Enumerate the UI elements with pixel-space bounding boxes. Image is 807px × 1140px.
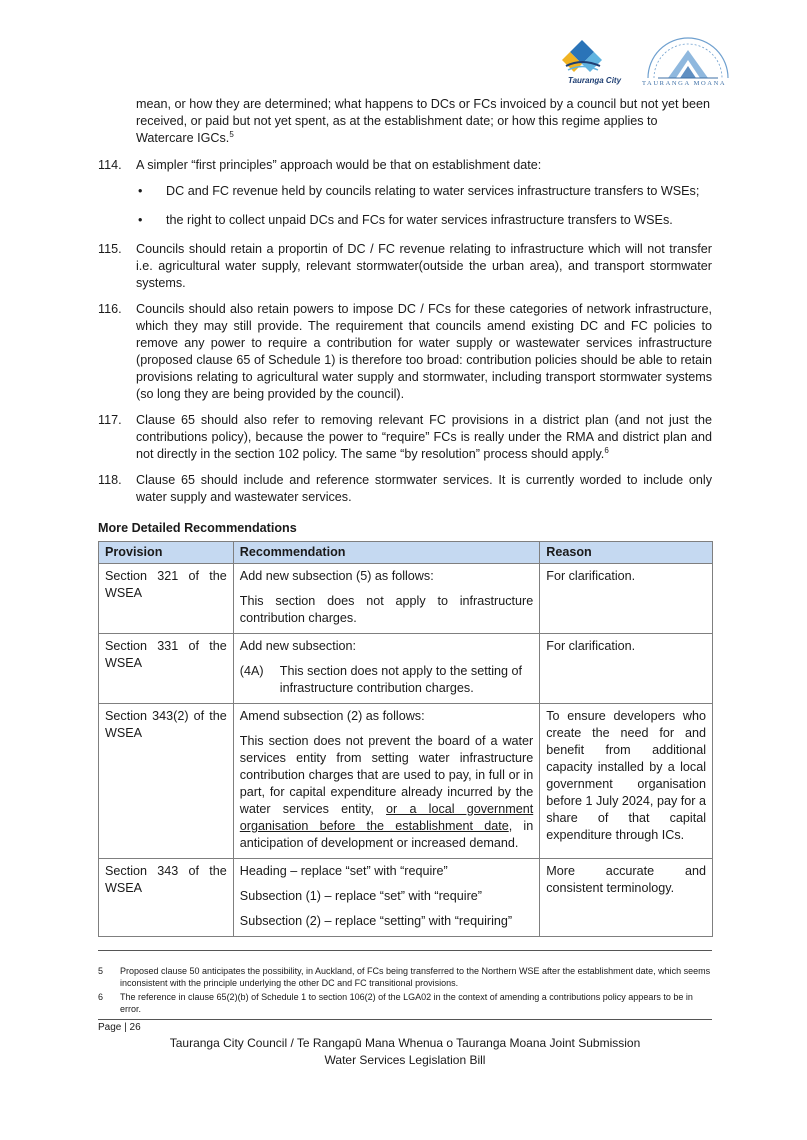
column-header-recommendation: Recommendation bbox=[233, 542, 539, 564]
footnote-divider bbox=[98, 950, 712, 951]
bullet-icon: • bbox=[138, 213, 143, 227]
provision-cell: Section 321 of the WSEA bbox=[99, 564, 234, 634]
section-heading: More Detailed Recommendations bbox=[98, 521, 297, 535]
page-number: Page | 26 bbox=[98, 1022, 141, 1033]
footnote-number: 5 bbox=[98, 966, 104, 976]
column-header-provision: Provision bbox=[99, 542, 234, 564]
header-logos bbox=[560, 36, 740, 96]
paragraph-number: 118. bbox=[98, 473, 122, 487]
footnote-number: 6 bbox=[98, 992, 104, 1002]
paragraph-text: Clause 65 should include and reference stormwater services. It is currently worded to include only water supply and wastewater services. bbox=[136, 473, 712, 504]
table-row bbox=[99, 704, 713, 859]
paragraph-number: 116. bbox=[98, 302, 122, 316]
footer-line: Tauranga City Council / Te Rangapū Mana Whenua o Tauranga Moana Joint Submission bbox=[169, 1036, 641, 1050]
footnote-text: Proposed clause 50 anticipates the possibility, in Auckland, of FCs being transferred to the Northern WSE after the establishment date, which seems inconsistent with the principle underlying the other DC and FC transitional provisions. bbox=[120, 966, 711, 988]
recommendation-cell: Add new subsection (5) as follows: This section does not apply to infrastructure contribution charges. bbox=[233, 564, 539, 634]
recommendation-cell: Add new subsection: (4A) This section does not apply to the setting of infrastructure contribution charges. bbox=[233, 634, 539, 704]
paragraph-text: Clause 65 should also refer to removing relevant FC provisions in a district plan (and not just the contributions policy), because the power to “require” FCs is really under the RMA and district plan and not directly in the section 102 policy. The same “by resolution” process should apply.$^6$ bbox=[136, 413, 712, 461]
table-row bbox=[99, 859, 713, 937]
paragraph-number: 117. bbox=[98, 413, 122, 427]
inserted-text: or a local government organisation before the establishment date bbox=[239, 802, 534, 833]
reason-cell: For clarification. bbox=[540, 634, 713, 704]
table-row bbox=[99, 634, 713, 704]
page-footer bbox=[98, 1035, 712, 1069]
bullet-text: DC and FC revenue held by councils relating to water services infrastructure transfers to WSEs; bbox=[166, 184, 700, 198]
paragraph-number: 115. bbox=[98, 242, 122, 256]
te-rangapu-logo-text: TAURANGA MOANA bbox=[642, 80, 727, 87]
footnote-item bbox=[98, 966, 712, 989]
reason-cell: For clarification. bbox=[540, 564, 713, 634]
footnotes bbox=[98, 966, 712, 1018]
recommendations-table bbox=[98, 541, 713, 937]
footer-line: Water Services Legislation Bill bbox=[324, 1053, 486, 1067]
reason-cell: To ensure developers who create the need for and benefit from additional capacity installed by a local government organisation before 1 July 2024, pay for a share of that capital expenditure through ICs. bbox=[540, 704, 713, 859]
paragraph-118 bbox=[98, 472, 712, 506]
paragraph-number: 114. bbox=[98, 158, 122, 172]
footnote-item bbox=[98, 992, 712, 1015]
table-header-row bbox=[99, 542, 713, 564]
document-body bbox=[98, 96, 712, 937]
bullet-item bbox=[136, 212, 712, 229]
recommendation-cell: Amend subsection (2) as follows: This section does not prevent the board of a water services entity from setting water infrastructure contribution charges that are used to pay, in full or in part, for capital expenditure already incurred by the water services entity, or a local government organisation before the establishment date, in anticipation of development or increased demand. bbox=[233, 704, 539, 859]
reason-cell: More accurate and consistent terminology. bbox=[540, 859, 713, 937]
footnote-ref-6[interactable]: 6 bbox=[604, 445, 609, 455]
bullet-icon: • bbox=[138, 184, 143, 198]
bullet-text: the right to collect unpaid DCs and FCs for water services infrastructure transfers to WSEs. bbox=[166, 213, 673, 227]
footnote-ref-5[interactable]: 5 bbox=[229, 129, 234, 139]
table-row bbox=[99, 564, 713, 634]
paragraph-114 bbox=[98, 157, 712, 174]
column-header-reason: Reason bbox=[540, 542, 713, 564]
bullet-item bbox=[136, 183, 712, 200]
provision-cell: Section 343 of the WSEA bbox=[99, 859, 234, 937]
paragraph-text: Councils should retain a proportin of DC / FC revenue relating to infrastructure which will not transfer i.e. agricultural water supply, relevant stormwater(outside the urban area), and transport stormwater systems. bbox=[136, 242, 712, 290]
paragraph-text: A simpler “first principles” approach would be that on establishment date: bbox=[136, 158, 542, 172]
footnote-text: The reference in clause 65(2)(b) of Schedule 1 to section 106(2) of the LGA02 in the context of amending a contributions policy appears to be in error. bbox=[120, 992, 693, 1014]
paragraph-117 bbox=[98, 412, 712, 463]
tauranga-city-logo-text: Tauranga City bbox=[568, 76, 622, 85]
footer-divider bbox=[98, 1019, 712, 1020]
recommendation-cell: Heading – replace “set” with “require” Subsection (1) – replace “set” with “require” Subsection (2) – replace “setting” with “requiring” bbox=[233, 859, 539, 937]
provision-cell: Section 343(2) of the WSEA bbox=[99, 704, 234, 859]
paragraph-text: Councils should also retain powers to impose DC / FCs for these categories of network infrastructure, which they may still provide. The requirement that councils amend existing DC and FC policies to remove any power to require a contribution for water supply or wastewater services infrastructure (proposed clause 65 of Schedule 1) is therefore too broad: contribution policies should be able to retain provisions relating to agricultural water supply and stormwater, including transport stormwater systems (so long they are being provided by the council). bbox=[136, 302, 712, 401]
paragraph-115 bbox=[98, 241, 712, 292]
provision-cell: Section 331 of the WSEA bbox=[99, 634, 234, 704]
continuation-paragraph: mean, or how they are determined; what happens to DCs or FCs invoiced by a council but not yet been received, or paid but not yet spent, as at the establishment date; or how this regime applies to Watercare IGCs.$^5$ bbox=[136, 97, 711, 145]
paragraph-116 bbox=[98, 301, 712, 403]
